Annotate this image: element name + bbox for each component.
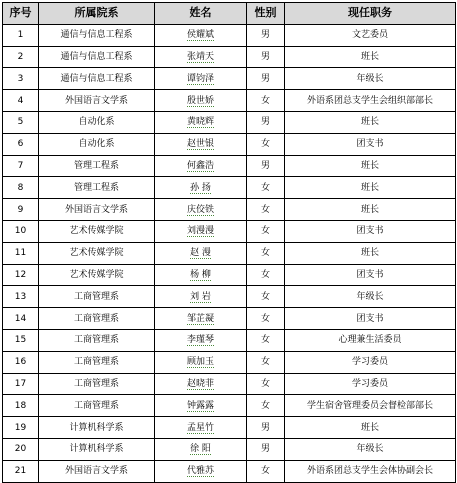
student-name: 孙 扬 [190, 182, 211, 193]
student-name: 孟星竹 [186, 422, 214, 433]
cell-role: 班长 [285, 177, 456, 199]
cell-no: 20 [3, 438, 39, 460]
cell-gender: 女 [247, 373, 285, 395]
cell-no: 21 [3, 460, 39, 482]
cell-role: 外语系团总支学生会体协副会长 [285, 460, 456, 482]
cell-no: 13 [3, 286, 39, 308]
cell-name [155, 286, 247, 308]
cell-no: 9 [3, 199, 39, 221]
cell-no: 5 [3, 111, 39, 133]
cell-dept: 工商管理系 [39, 351, 155, 373]
cell-role: 外语系团总支学生会组织部部长 [285, 90, 456, 112]
cell-role: 班长 [285, 155, 456, 177]
cell-role: 班长 [285, 46, 456, 68]
cell-no: 7 [3, 155, 39, 177]
cell-role: 年级长 [285, 438, 456, 460]
cell-no: 2 [3, 46, 39, 68]
header-dept: 所属院系 [39, 3, 155, 25]
cell-role: 班长 [285, 199, 456, 221]
cell-name [155, 111, 247, 133]
student-name: 谭钧泽 [186, 73, 214, 84]
cell-gender: 女 [247, 242, 285, 264]
cell-gender: 男 [247, 417, 285, 439]
cell-name [155, 90, 247, 112]
student-roster-table [2, 2, 456, 483]
cell-no: 19 [3, 417, 39, 439]
cell-role: 班长 [285, 417, 456, 439]
cell-gender: 女 [247, 308, 285, 330]
cell-no: 14 [3, 308, 39, 330]
cell-dept: 计算机科学系 [39, 438, 155, 460]
cell-role: 学习委员 [285, 373, 456, 395]
cell-no: 1 [3, 24, 39, 46]
cell-no: 6 [3, 133, 39, 155]
cell-name [155, 46, 247, 68]
cell-gender: 女 [247, 286, 285, 308]
cell-name [155, 242, 247, 264]
student-name: 刘 岩 [190, 291, 211, 302]
cell-gender: 女 [247, 460, 285, 482]
cell-role: 班长 [285, 111, 456, 133]
cell-dept: 计算机科学系 [39, 417, 155, 439]
student-name: 徐 阳 [190, 444, 211, 455]
cell-gender: 女 [247, 177, 285, 199]
table-row [3, 68, 456, 90]
cell-gender: 男 [247, 24, 285, 46]
student-name: 黄晓辉 [186, 117, 214, 128]
table-row [3, 417, 456, 439]
cell-no: 17 [3, 373, 39, 395]
student-name: 李瑾琴 [186, 335, 214, 346]
cell-name [155, 68, 247, 90]
student-name: 殷世娇 [186, 95, 214, 106]
cell-role: 团支书 [285, 220, 456, 242]
cell-gender: 女 [247, 199, 285, 221]
table-row [3, 155, 456, 177]
cell-role: 心理兼生活委员 [285, 329, 456, 351]
cell-name [155, 351, 247, 373]
header-name: 姓名 [155, 3, 247, 25]
table-row [3, 329, 456, 351]
cell-name [155, 220, 247, 242]
cell-no: 12 [3, 264, 39, 286]
cell-dept: 工商管理系 [39, 329, 155, 351]
cell-no: 8 [3, 177, 39, 199]
student-name: 赵晓菲 [186, 378, 214, 389]
student-name: 杨 柳 [190, 269, 211, 280]
cell-role: 班长 [285, 242, 456, 264]
cell-role: 学习委员 [285, 351, 456, 373]
student-name: 顾加玉 [186, 357, 214, 368]
student-name: 赵 漫 [190, 248, 211, 259]
cell-gender: 男 [247, 155, 285, 177]
cell-role: 团支书 [285, 133, 456, 155]
cell-gender: 女 [247, 395, 285, 417]
cell-gender: 男 [247, 438, 285, 460]
cell-role: 年级长 [285, 286, 456, 308]
cell-no: 4 [3, 90, 39, 112]
header-no: 序号 [3, 3, 39, 25]
cell-dept: 工商管理系 [39, 308, 155, 330]
cell-name [155, 177, 247, 199]
table-row [3, 351, 456, 373]
table-row [3, 24, 456, 46]
cell-dept: 外国语言文学系 [39, 199, 155, 221]
cell-name [155, 24, 247, 46]
cell-dept: 自动化系 [39, 111, 155, 133]
cell-role: 团支书 [285, 264, 456, 286]
cell-dept: 艺术传媒学院 [39, 220, 155, 242]
cell-dept: 通信与信息工程系 [39, 68, 155, 90]
cell-name [155, 417, 247, 439]
table-row [3, 308, 456, 330]
cell-dept: 通信与信息工程系 [39, 24, 155, 46]
student-name: 赵世银 [186, 139, 214, 150]
cell-gender: 女 [247, 90, 285, 112]
table-row [3, 242, 456, 264]
table-row [3, 460, 456, 482]
table-body [3, 24, 456, 482]
cell-no: 11 [3, 242, 39, 264]
table-row [3, 438, 456, 460]
cell-name [155, 438, 247, 460]
table-row [3, 199, 456, 221]
cell-no: 3 [3, 68, 39, 90]
cell-dept: 工商管理系 [39, 286, 155, 308]
table-row [3, 220, 456, 242]
cell-dept: 工商管理系 [39, 373, 155, 395]
cell-role: 年级长 [285, 68, 456, 90]
cell-no: 10 [3, 220, 39, 242]
cell-role: 文艺委员 [285, 24, 456, 46]
student-name: 侯耀斌 [186, 30, 214, 41]
cell-dept: 管理工程系 [39, 177, 155, 199]
table-row [3, 395, 456, 417]
cell-gender: 女 [247, 264, 285, 286]
cell-dept: 管理工程系 [39, 155, 155, 177]
cell-name [155, 329, 247, 351]
cell-gender: 女 [247, 133, 285, 155]
student-name: 代雅苏 [186, 466, 214, 477]
student-name: 邹芷凝 [186, 313, 214, 324]
table-row [3, 286, 456, 308]
cell-name [155, 373, 247, 395]
header-role: 现任职务 [285, 3, 456, 25]
cell-name [155, 460, 247, 482]
cell-no: 18 [3, 395, 39, 417]
cell-dept: 通信与信息工程系 [39, 46, 155, 68]
cell-gender: 男 [247, 46, 285, 68]
table-header-row [3, 3, 456, 25]
cell-role: 学生宿舍管理委员会督检部部长 [285, 395, 456, 417]
table-row [3, 111, 456, 133]
cell-no: 16 [3, 351, 39, 373]
cell-role: 团支书 [285, 308, 456, 330]
cell-gender: 女 [247, 329, 285, 351]
student-name: 何鑫浩 [186, 160, 214, 171]
cell-name [155, 264, 247, 286]
table-row [3, 133, 456, 155]
table-row [3, 177, 456, 199]
cell-name [155, 133, 247, 155]
student-name: 庆佼铁 [186, 204, 214, 215]
cell-gender: 女 [247, 220, 285, 242]
student-name: 刘漫漫 [186, 226, 214, 237]
cell-name [155, 155, 247, 177]
header-gender: 性别 [247, 3, 285, 25]
cell-name [155, 308, 247, 330]
cell-dept: 工商管理系 [39, 395, 155, 417]
cell-name [155, 199, 247, 221]
cell-gender: 男 [247, 111, 285, 133]
cell-name [155, 395, 247, 417]
table-row [3, 373, 456, 395]
cell-dept: 外国语言文学系 [39, 90, 155, 112]
cell-dept: 艺术传媒学院 [39, 264, 155, 286]
cell-gender: 男 [247, 68, 285, 90]
student-name: 张靖天 [186, 51, 214, 62]
table-row [3, 90, 456, 112]
table-row [3, 264, 456, 286]
cell-dept: 自动化系 [39, 133, 155, 155]
cell-no: 15 [3, 329, 39, 351]
cell-gender: 女 [247, 351, 285, 373]
cell-dept: 艺术传媒学院 [39, 242, 155, 264]
cell-dept: 外国语言文学系 [39, 460, 155, 482]
student-name: 钟露露 [186, 400, 214, 411]
table-row [3, 46, 456, 68]
